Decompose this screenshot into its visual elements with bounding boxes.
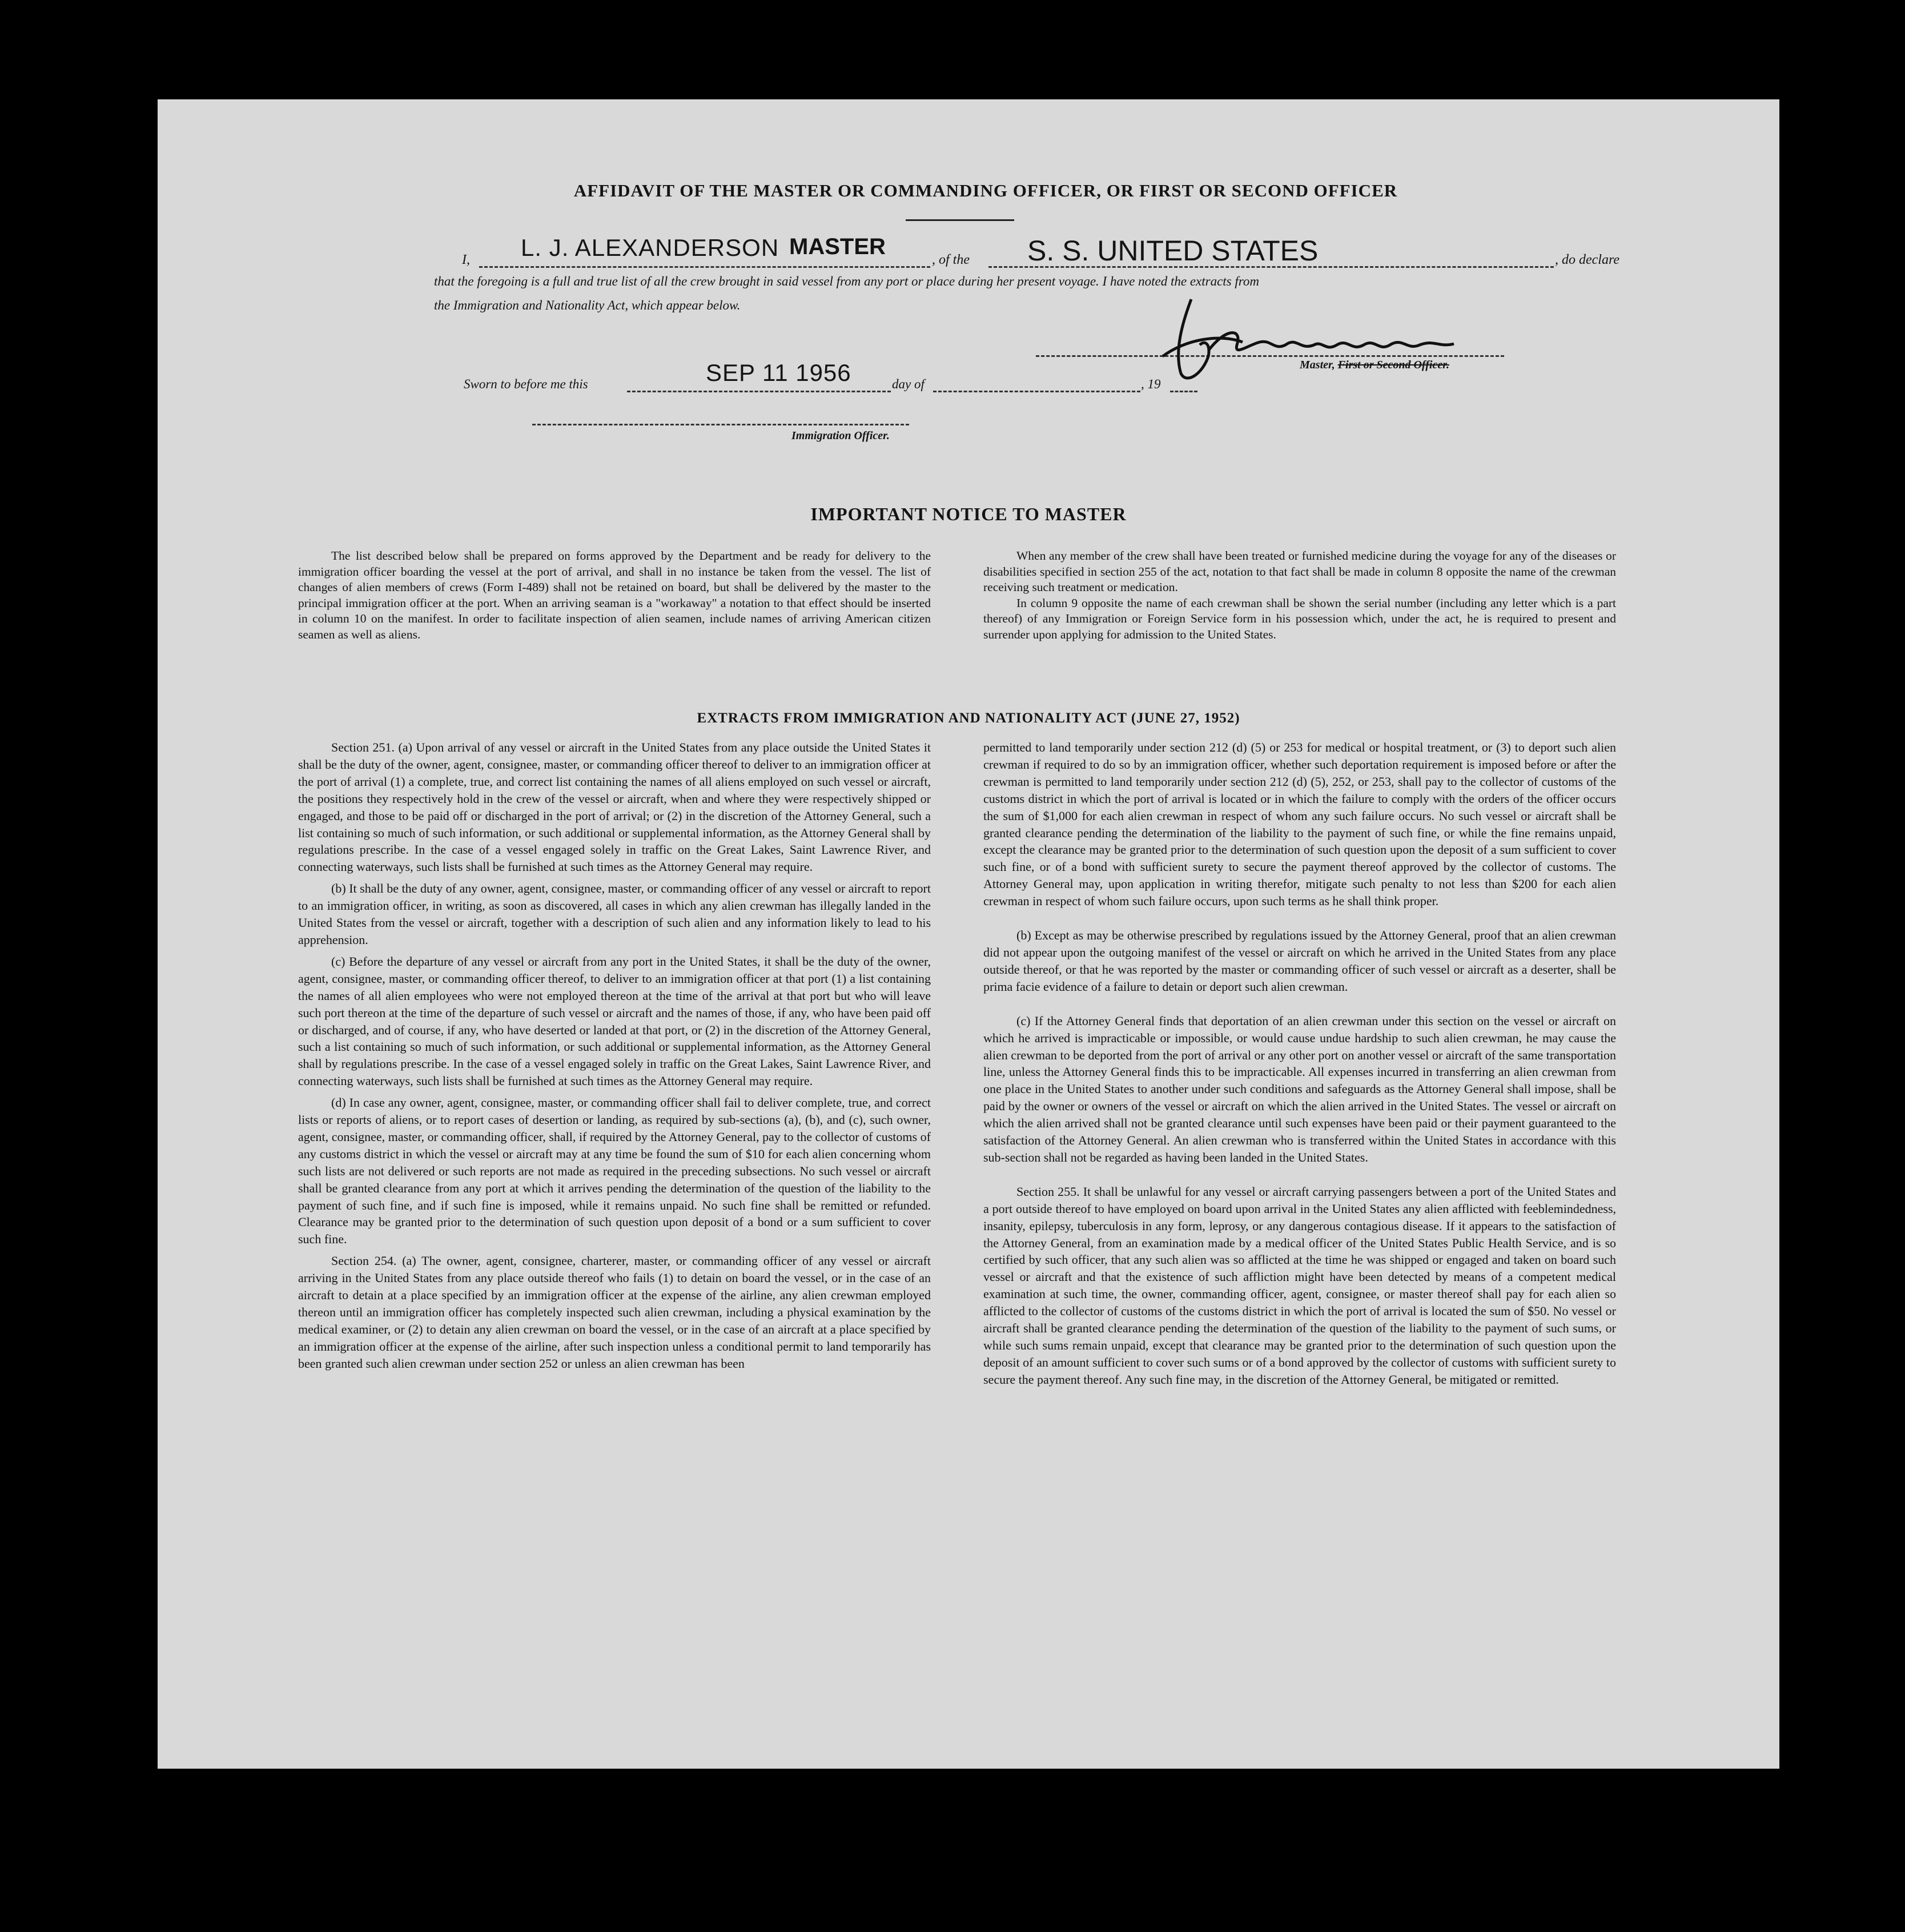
officer-rank: MASTER — [789, 234, 886, 259]
officer-name-field — [479, 266, 930, 268]
extracts-right-column — [983, 739, 1616, 1393]
notice-right-column — [983, 548, 1616, 647]
sworn-date-stamp: SEP 11 1956 — [706, 359, 851, 386]
notice-right-paragraph-1: When any member of the crew shall have been treated or furnished medicine during the voyage for any of the diseases or disabilities specified in section 255 of the act, notation to that fact shall be made in column 8 opposite the name of the crewman receiving such treatment or medication. — [983, 549, 1616, 594]
section-255: Section 255. It shall be unlawful for any vessel or aircraft carrying passengers between a port of the United States and a port outside thereof to have employed on board upon arrival in the United States any alien afflicted with feeblemindedness, insanity, epilepsy, tuberculosis in any form, leprosy, or any dangerous contagious disease. If it appears to the satisfaction of the Attorney General, from an examination made by a medical officer of the United States Public Health Service, and is so certified by such officer, that any such alien was so afflicted at the time he was shipped or engaged and taken on board such vessel or aircraft and that the existence of such affliction might have been detected by means of a competent medical examination at such time, the owner, commanding officer, agent, consignee, or master thereof shall pay for each alien so afflicted to the collector of customs of the customs district in which the port of arrival is located the sum of $50. No vessel or aircraft shall be granted clearance pending the determination of the question of the liability to the payment of such sums, or while such sums remain unpaid, except that clearance may be granted prior to the determination of such question upon the deposit of an amount sufficient to cover such sums or of a bond approved by the collector of customs with sufficient surety to secure the payment thereof. Any such fine may, in the discretion of the Attorney General, be mitigated or remitted. — [983, 1184, 1616, 1387]
immigration-officer-line — [532, 424, 909, 425]
section-251-d: (d) In case any owner, agent, consignee, master, or commanding officer shall fail to deliver complete, true, and correct lists or reports of aliens, or to report cases of desertion or landing, as required by sub-sections (a), (b), and (c), such owner, agent, consignee, master, or commanding officer, shall, if required by the Attorney General, pay to the collector of customs of any customs district in which the vessel or aircraft may at any time be found the sum of $10 for each alien concerning whom such lists are not delivered or such reports are not made as required in the preceding subsections. No such vessel or aircraft shall be granted clearance from any port at which it arrives pending the determination of the question of the liability to the payment of such fine, and if such fine is imposed, while it remains unpaid. No such fine shall be remitted or refunded. Clearance may be granted prior to the determination of such question upon deposit of a bond or a sum sufficient to cover such fine. — [298, 1095, 931, 1247]
extracts-title: EXTRACTS FROM IMMIGRATION AND NATIONALITY ACT (JUNE 27, 1952) — [697, 710, 1240, 726]
section-251-c: (c) Before the departure of any vessel or aircraft from any port in the United States, it shall be the duty of the owner, agent, consignee, master, or commanding officer thereof, to deliver to an immigration officer at that port (1) a list containing the names of all alien employees who were not employed thereon at the time of the arrival at that port but who will leave such port thereon at the time of the departure of such vessel or aircraft and the names of those, if any, who have been paid off or discharged, and of course, if any, who have deserted or landed at that port, or (2) in the discretion of the Attorney General, such a list containing so much of such information, or such additional or supplemental information, as the Attorney General shall by regulations prescribe. In the case of a vessel engaged solely in traffic on the Great Lakes, Saint Lawrence River, and connecting waterways, such lists shall be furnished at such times as the Attorney General may require. — [298, 954, 931, 1088]
notice-right-paragraph-2: In column 9 opposite the name of each crewman shall be shown the serial number (including any letter which is a part thereof) of any Immigration or Foreign Service form in his possession which, under the act, he is required to present and surrender upon applying for admission to the United States. — [983, 596, 1616, 641]
month-field — [933, 391, 1140, 392]
vessel-name: S. S. UNITED STATES — [1027, 235, 1319, 267]
signature-caption-master: Master, — [1300, 359, 1335, 371]
affidavit-line-2: that the foregoing is a full and true list of all the crew brought in said vessel from any port or place during her present voyage. I have noted the extracts from — [434, 274, 1259, 288]
signature-caption — [1300, 359, 1449, 372]
notice-title: IMPORTANT NOTICE TO MASTER — [810, 504, 1127, 524]
section-254-a-continued: permitted to land temporarily under section 212 (d) (5) or 253 for medical or hospital treatment, or (3) to deport such alien crewman if required to do so by an immigration officer, whether such deportation requirement is imposed before or after the crewman is permitted to land temporarily under section 212 (d) (5), 252, or 253, shall pay to the collector of customs of the customs district in which the port of arrival is located or in which the failure to comply with the orders of the officer occurs the sum of $1,000 for each alien crewman in respect of whom any such failure occurs. No such vessel or aircraft shall be granted clearance pending the determination of the liability to the payment of such fine, or while the fine remains unpaid, except the clearance may be granted prior to the determination of such question upon the deposit of a sum sufficient to cover such fine, or of a bond with sufficient surety to secure the payment thereof approved by the collector of customs. The Attorney General may, upon application in writing therefor, mitigate such penalty to not less than $200 for each alien crewman in respect of whom such failure occurs, upon such terms as he shall think proper. — [983, 740, 1616, 909]
day-of-label: day of — [892, 377, 925, 391]
master-signature — [1151, 288, 1494, 391]
sworn-date-field — [627, 391, 891, 392]
year-label: , 19 — [1141, 377, 1161, 391]
section-251-b: (b) It shall be the duty of any owner, agent, consignee, master, or commanding officer of any vessel or aircraft to report to an immigration officer, in writing, as soon as discovered, all cases in which any alien crewman has illegally landed in the United States from the vessel or aircraft, together with a description of such alien and any information likely to lead to his apprehension. — [298, 881, 931, 947]
section-254-c: (c) If the Attorney General finds that deportation of an alien crewman under this section on the vessel or aircraft on which he arrived is impracticable or impossible, or would cause undue hardship to such alien crewman, he may cause the alien crewman to be deported from the port of arrival or any other port on another vessel or aircraft of the same transportation line, unless the Attorney General finds this to be impracticable. All expenses incurred in transferring an alien crewman from one place in the United States to another under such conditions and safeguards as the Attorney General shall impose, shall be paid by the owner or owners of the vessel or aircraft on which the alien arrived in the United States. The vessel or aircraft on which the alien arrived shall not be granted clearance until such expenses have been paid or their payment guaranteed to the satisfaction of the Attorney General. An alien crewman who is transferred within the United States in accordance with this sub-section shall not be regarded as having been landed in the United States. — [983, 1013, 1616, 1164]
affidavit-prefix: I, — [462, 252, 470, 267]
sworn-label: Sworn to before me this — [464, 377, 588, 391]
title-rule — [906, 219, 1014, 221]
extracts-left-column — [298, 739, 931, 1377]
notice-left-column — [298, 548, 931, 647]
affidavit-title: AFFIDAVIT OF THE MASTER OR COMMANDING OFFICER, OR FIRST OR SECOND OFFICER — [573, 180, 1398, 200]
do-declare-label: , do declare — [1555, 252, 1620, 267]
signature-caption-struck: First or Second Officer. — [1337, 359, 1449, 371]
section-251-a: Section 251. (a) Upon arrival of any vessel or aircraft in the United States from any place outside the United States it shall be the duty of the owner, agent, consignee, master, or commanding officer thereof to deliver to an immigration officer at the port of arrival (1) a complete, true, and correct list containing the names of all aliens employed on such vessel or aircraft, the positions they respectively hold in the crew of the vessel or aircraft, when and where they were respectively shipped or engaged, and those to be paid off or discharged in the port of arrival; or (2) in the discretion of the Attorney General, such a list containing so much of such information, or such additional or supplemental information, as the Attorney General shall by regulations prescribe. In the case of a vessel engaged solely in traffic on the Great Lakes, Saint Lawrence River, and connecting waterways, such lists shall be furnished at such times as the Attorney General may require. — [298, 740, 931, 874]
document-page — [158, 99, 1779, 1769]
section-254-a: Section 254. (a) The owner, agent, consignee, charterer, master, or commanding officer of any vessel or aircraft arriving in the United States from any place outside thereof who fails (1) to detain on board the vessel, or in the case of an aircraft to detain at a place specified by an immigration officer at the expense of the airline, any alien crewman employed thereon until an immigration officer has completely inspected such alien crewman, including a physical examination by the medical examiner, or (2) to detain any alien crewman on board the vessel, or in the case of an aircraft at a place specified by an immigration officer at the expense of the airline, after such inspection unless a conditional permit to land temporarily has been granted such alien crewman under section 252 or unless an alien crewman has been — [298, 1254, 931, 1371]
affidavit-line-3: the Immigration and Nationality Act, which appear below. — [434, 298, 741, 312]
section-254-b: (b) Except as may be otherwise prescribed by regulations issued by the Attorney General, proof that an alien crewman did not appear upon the outgoing manifest of the vessel or aircraft on which he arrived in the United States from any place outside thereof, or that he was reported by the master or commanding officer of such vessel or aircraft as a deserter, shall be prima facie evidence of a failure to detain or deport such alien crewman. — [983, 928, 1616, 994]
year-field — [1170, 391, 1197, 392]
of-the-label: , of the — [932, 252, 970, 267]
notice-left-paragraph: The list described below shall be prepared on forms approved by the Department and be ready for delivery to the immigration officer boarding the vessel at the port of arrival, and shall in no instance be taken from the vessel. The list of changes of alien members of crews (Form I-489) shall not be retained on board, but shall be delivered by the master to the principal immigration officer at the port. When an arriving seaman is a "workaway" a notation to that effect should be inserted in column 10 on the manifest. In order to facilitate inspection of alien seamen, include names of arriving American citizen seamen as well as aliens. — [298, 549, 931, 641]
officer-name: L. J. ALEXANDERSON — [521, 234, 779, 261]
immigration-officer-caption: Immigration Officer. — [791, 429, 890, 442]
